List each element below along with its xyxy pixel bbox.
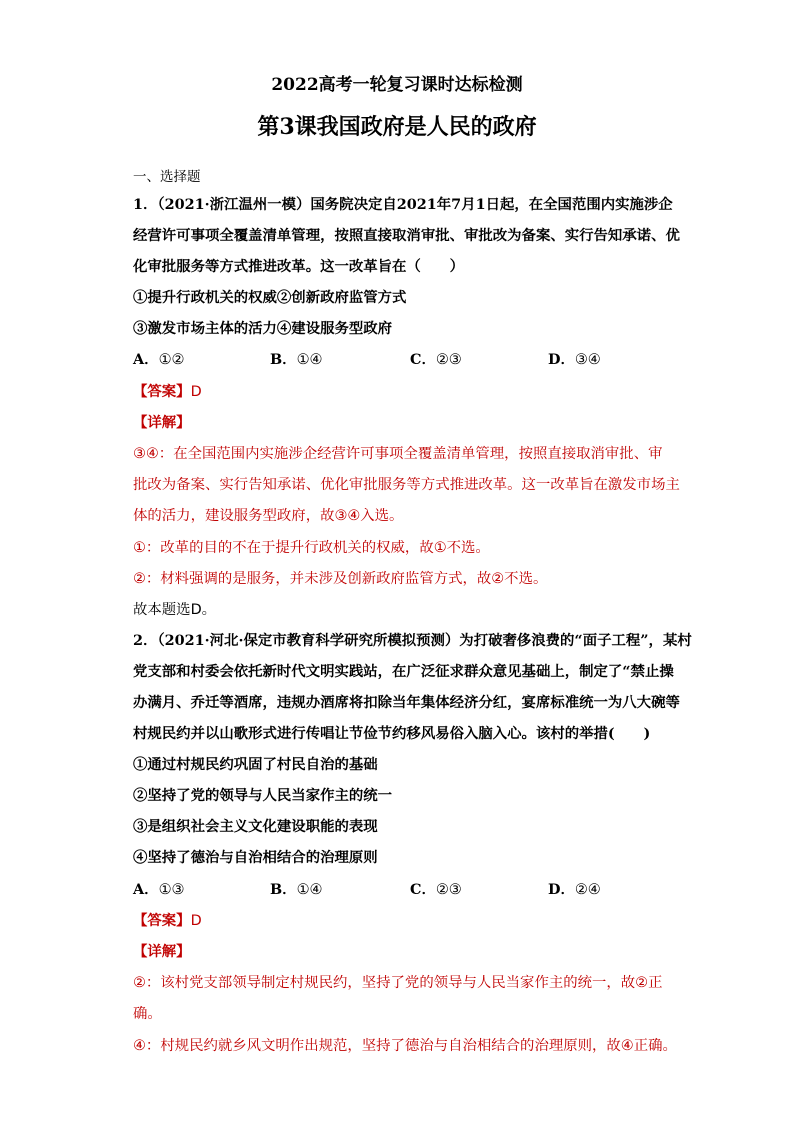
q2-stem-line-4: 村规民约并以山歌形式进行传唱让节俭节约移风易俗入脑入心。该村的举措( ) xyxy=(133,725,651,742)
q2-option-a-text: ①③ xyxy=(158,882,185,898)
q1-option-d-text: ③④ xyxy=(574,352,601,368)
q1-stem-line-3: 化审批服务等方式推进改革。这一改革旨在（ ） xyxy=(133,258,464,275)
q2-item-line-2: ②坚持了党的领导与人民当家作主的统一 xyxy=(133,787,393,804)
q1-option-a-letter: A． xyxy=(133,351,159,368)
q1-option-d-letter: D． xyxy=(548,351,575,368)
q1-option-c-text: ②③ xyxy=(435,352,462,368)
q1-option-b-text: ①④ xyxy=(296,352,323,368)
q2-detail-tag: 【详解】 xyxy=(133,943,191,960)
q2-option-d-text: ②④ xyxy=(574,882,601,898)
q2-answer xyxy=(133,909,202,930)
q1-explanation-line-2: 批改为备案、实行告知承诺、优化审批服务等方式推进改革。这一改革旨在激发市场主 xyxy=(133,477,680,493)
q1-option-c-letter: C． xyxy=(410,351,436,368)
section-label: 一、选择题 xyxy=(133,169,201,185)
q2-option-a xyxy=(133,878,184,899)
q1-stem-line-1: 1．（2021·浙江温州一模）国务院决定自2021年7月1日起，在全国范围内实施涉企 xyxy=(133,196,673,213)
q1-option-a-text: ①② xyxy=(158,352,185,368)
q2-item-line-3: ③是组织社会主义文化建设职能的表现 xyxy=(133,818,378,835)
q1-item-line-2: ③激发市场主体的活力④建设服务型政府 xyxy=(133,320,393,337)
q2-option-c xyxy=(410,878,462,899)
q1-option-b-letter: B． xyxy=(270,351,297,368)
q1-option-c xyxy=(410,348,462,369)
lesson-title: 第3课我国政府是人民的政府 xyxy=(257,114,537,140)
q2-stem-line-2: 党支部和村委会依托新时代文明实践站，在广泛征求群众意见基础上，制定了“禁止操 xyxy=(133,663,674,680)
q2-answer-tag: 【答案】 xyxy=(133,912,191,929)
q2-explanation-line-3: ④：村规民约就乡风文明作出规范，坚持了德治与自治相结合的治理原则，故④正确。 xyxy=(133,1038,677,1054)
q2-item-line-4: ④坚持了德治与自治相结合的治理原则 xyxy=(133,849,378,866)
q1-option-a xyxy=(133,348,184,369)
q2-option-b-letter: B． xyxy=(270,881,297,898)
q2-stem-line-3: 办满月、乔迁等酒席，违规办酒席将扣除当年集体经济分红，宴席标准统一为八大碗等 xyxy=(133,694,680,711)
q2-item-line-1: ①通过村规民约巩固了村民自治的基础 xyxy=(133,756,378,773)
q1-conclusion: 故本题选D。 xyxy=(133,602,217,618)
q2-explanation-line-2: 确。 xyxy=(133,1006,162,1022)
q2-stem-line-1: 2．（2021·河北·保定市教育科学研究所模拟预测）为打破奢侈浪费的“面子工程”，某村 xyxy=(133,632,692,649)
q2-answer-value: D xyxy=(190,913,202,929)
q2-option-d-letter: D． xyxy=(548,881,575,898)
q1-answer xyxy=(133,380,202,401)
q1-answer-tag: 【答案】 xyxy=(133,383,191,400)
q2-option-d xyxy=(548,878,601,899)
q1-explanation-line-5: ②：材料强调的是服务，并未涉及创新政府监管方式，故②不选。 xyxy=(133,571,548,587)
q1-option-d xyxy=(548,348,601,369)
q2-option-b-text: ①④ xyxy=(296,882,323,898)
q1-detail-tag: 【详解】 xyxy=(133,414,191,431)
q1-stem-line-2: 经营许可事项全覆盖清单管理，按照直接取消审批、审批改为备案、实行告知承诺、优 xyxy=(133,227,680,244)
q1-option-b xyxy=(270,348,322,369)
q1-explanation-line-4: ①：改革的目的不在于提升行政机关的权威，故①不选。 xyxy=(133,540,490,556)
q1-answer-value: D xyxy=(190,384,202,400)
q2-option-b xyxy=(270,878,322,899)
q1-item-line-1: ①提升行政机关的权威②创新政府监管方式 xyxy=(133,289,407,306)
document-title: 2022高考一轮复习课时达标检测 xyxy=(271,75,523,95)
q2-explanation-line-1: ②：该村党支部领导制定村规民约，坚持了党的领导与人民当家作主的统一，故②正 xyxy=(133,975,663,991)
q2-option-a-letter: A． xyxy=(133,881,159,898)
q1-explanation-line-1: ③④：在全国范围内实施涉企经营许可事项全覆盖清单管理，按照直接取消审批、审 xyxy=(133,446,663,462)
q1-explanation-line-3: 体的活力，建设服务型政府，故③④入选。 xyxy=(133,508,404,524)
q2-option-c-letter: C． xyxy=(410,881,436,898)
q2-option-c-text: ②③ xyxy=(435,882,462,898)
